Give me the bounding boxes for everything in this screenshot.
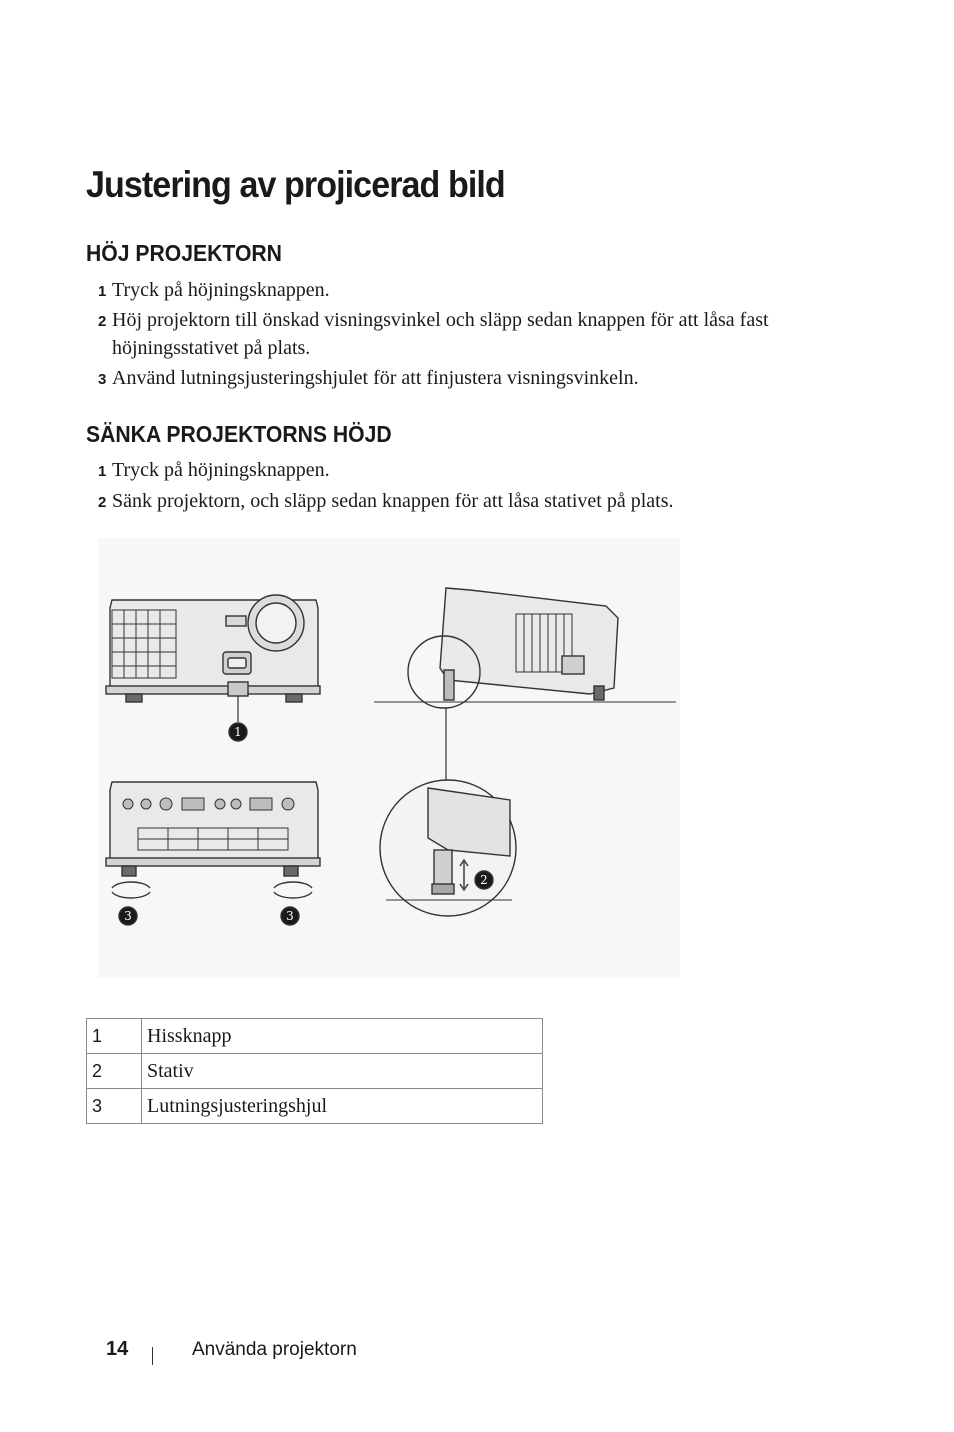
step-text: Tryck på höjningsknappen. — [112, 459, 330, 481]
raise-step-3 — [98, 365, 838, 393]
step-number: 3 — [98, 371, 107, 388]
callout-2-label: 2 — [480, 873, 488, 887]
page-number: 14 — [106, 1338, 129, 1360]
chapter-title: Använda projektorn — [192, 1339, 357, 1360]
section-heading-raise: HÖJ PROJEKTORN — [86, 240, 282, 266]
step-number: 2 — [98, 313, 107, 330]
raise-step-2 — [98, 307, 838, 362]
stand-detail-view — [380, 780, 516, 916]
table-row — [87, 1089, 543, 1124]
step-text: Höj projektorn till önskad visningsvinkel och släpp sedan knappen för att låsa fast — [112, 309, 769, 331]
lower-step-2 — [98, 488, 838, 516]
step-number: 1 — [98, 283, 107, 300]
step-text: Tryck på höjningsknappen. — [112, 279, 330, 301]
legend-number: 3 — [87, 1089, 142, 1124]
callout-3-label-left: 3 — [124, 909, 132, 923]
legend-table — [86, 1018, 543, 1124]
projector-illustration — [98, 538, 680, 978]
step-text: Använd lutningsjusteringshjulet för att finjustera visningsvinkeln. — [112, 367, 639, 389]
lower-step-1 — [98, 457, 838, 485]
step-number: 1 — [98, 463, 107, 480]
table-row — [87, 1019, 543, 1054]
step-text-continued: höjningsstativet på plats. — [112, 337, 311, 359]
legend-label: Lutningsjusteringshjul — [142, 1089, 543, 1124]
legend-number: 1 — [87, 1019, 142, 1054]
step-number: 2 — [98, 494, 107, 511]
legend-label: Stativ — [142, 1054, 543, 1089]
page-title: Justering av projicerad bild — [86, 164, 505, 205]
callout-3-label-right: 3 — [286, 909, 294, 923]
callout-1-label: 1 — [234, 725, 242, 739]
step-text: Sänk projektorn, och släpp sedan knappen för att låsa stativet på plats. — [112, 490, 674, 512]
legend-label: Hissknapp — [142, 1019, 543, 1054]
table-row — [87, 1054, 543, 1089]
legend-number: 2 — [87, 1054, 142, 1089]
section-heading-lower: SÄNKA PROJEKTORNS HÖJD — [86, 421, 392, 447]
footer-divider — [152, 1347, 153, 1365]
raise-step-1 — [98, 277, 838, 305]
